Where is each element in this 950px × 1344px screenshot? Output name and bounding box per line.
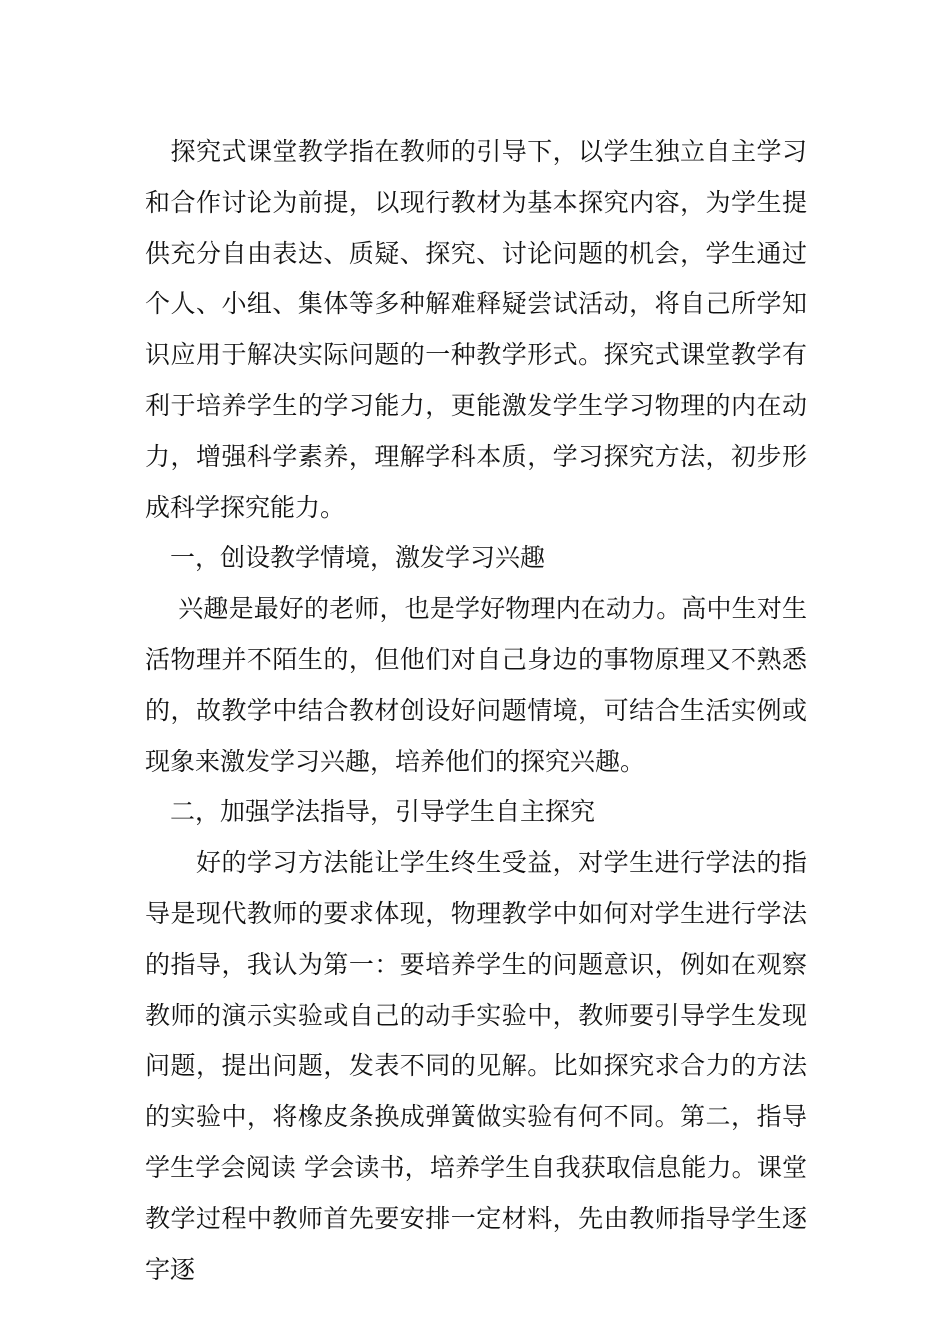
paragraph-indent [145,594,178,623]
section-heading-2 [145,787,807,838]
paragraph-text: 探究式课堂教学指在教师的引导下，以学生独立自主学习和合作讨论为前提，以现行教材为基本探究内容，为学生提供充分自由表达、质疑、探究、讨论问题的机会，学生通过个人、小组、集体等多种解难释疑尝试活动，将自己所学知识应用于解决实际问题的一种教学形式。探究式课堂教学有利于培养学生的学习能力，更能激发学生学习物理的内在动力，增强科学素养，理解学科本质，学习探究方法，初步形成科学探究能力。 [145,137,807,522]
document-body [145,127,807,1295]
heading-indent [145,543,170,572]
paragraph-intro [145,127,807,533]
paragraph-indent [145,848,196,877]
paragraph-text: 好的学习方法能让学生终生受益，对学生进行学法的指导是现代教师的要求体现，物理教学中如何对学生进行学法的指导，我认为第一：要培养学生的问题意识，例如在观察教师的演示实验或自己的动手实验中，教师要引导学生发现问题，提出问题，发表不同的见解。比如探究求合力的方法的实验中，将橡皮条换成弹簧做实验有何不同。第二，指导学生学会阅读 学会读书，培养学生自我获取信息能力。课堂教学过程中教师首先要安排一定材料，先由教师指导学生逐字逐 [145,848,807,1284]
paragraph-text: 兴趣是最好的老师，也是学好物理内在动力。高中生对生活物理并不陌生的，但他们对自己身边的事物原理又不熟悉的，故教学中结合教材创设好问题情境，可结合生活实例或现象来激发学习兴趣，培养他们的探究兴趣。 [145,594,807,776]
heading-indent [145,797,170,826]
paragraph-interest [145,584,807,787]
heading-text: 二，加强学法指导，引导学生自主探究 [170,797,596,827]
paragraph-methods [145,838,807,1295]
section-heading-1 [145,533,807,584]
paragraph-indent [145,137,170,166]
heading-text: 一，创设教学情境，激发学习兴趣 [170,543,546,573]
